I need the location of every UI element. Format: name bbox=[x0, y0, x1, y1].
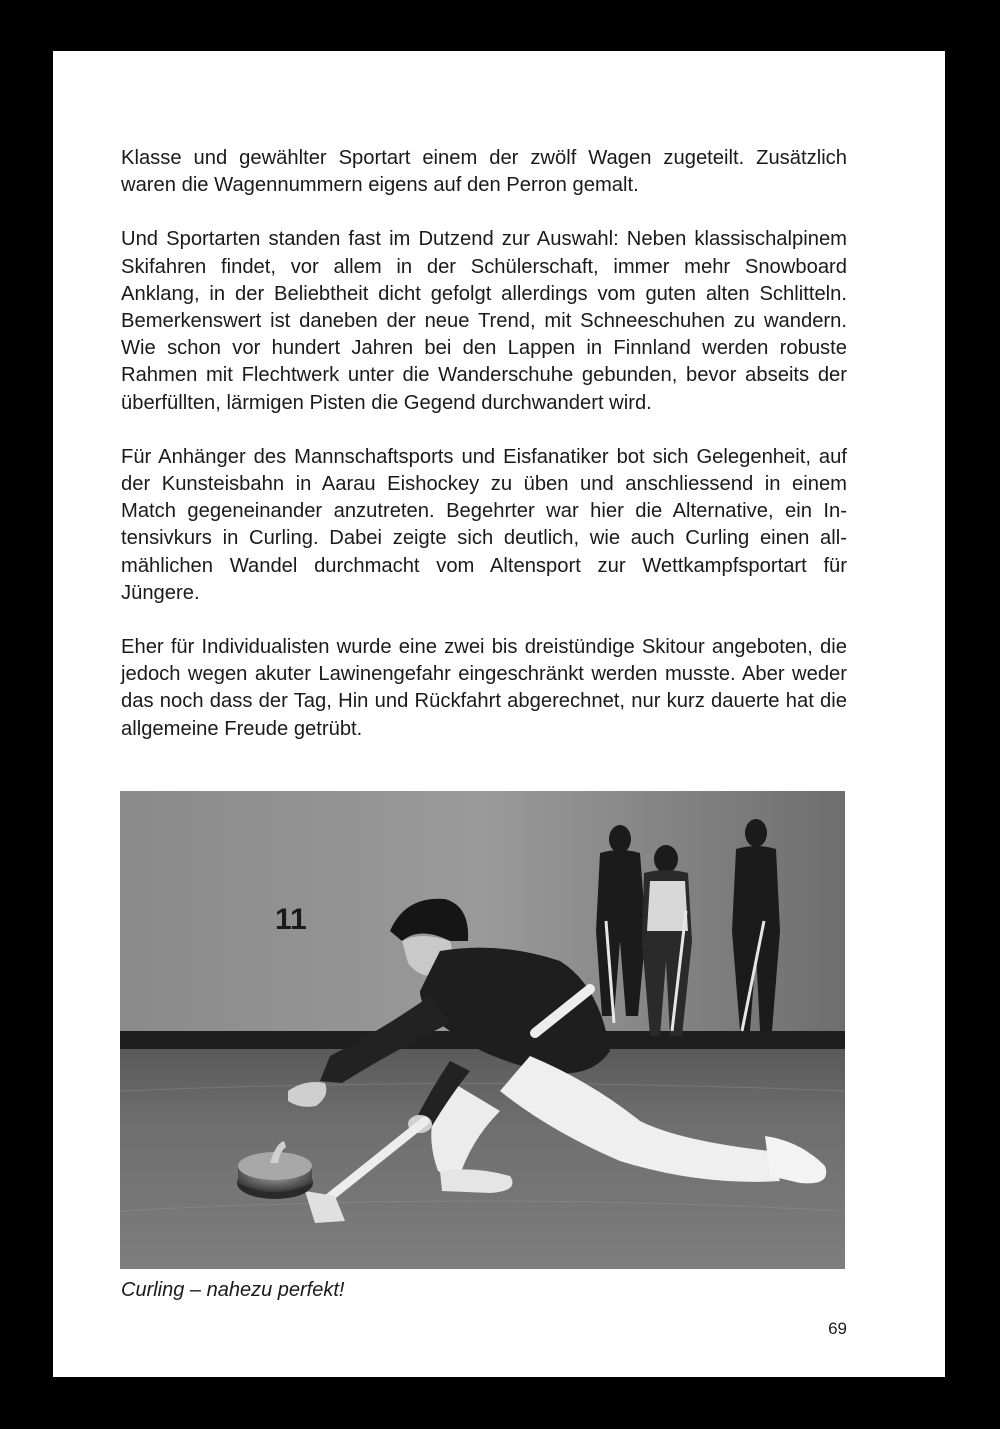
paragraph-1: Klasse und gewählter Sportart einem der zwölf Wagen zugeteilt. Zusätzlich waren die Wagennummern eigens auf den Perron gemalt. bbox=[121, 147, 847, 197]
book-page bbox=[53, 51, 945, 1377]
wall-number: 11 bbox=[275, 903, 307, 936]
photo-caption: Curling – nahezu perfekt! bbox=[121, 1279, 345, 1301]
page-number: 69 bbox=[828, 1319, 847, 1338]
curling-photo bbox=[120, 791, 845, 1269]
paragraph-3: Für Anhänger des Mannschaftsports und Eisfanatiker bot sich Gelegenheit, auf der Kunsteisbahn in Aarau Eishockey zu üben und anschliessend in einem Match gegeneinander anzutreten. Begehrter war hier die Alternative, ein Intensivkurs in Curling. Dabei zeigte sich deutlich, wie auch Curling einen allmählichen Wandel durchmacht vom Altensport zur Wettkampfsportart für Jüngere. bbox=[121, 445, 847, 604]
paragraph-2: Und Sportarten standen fast im Dutzend zur Auswahl: Neben klassischalpinem Skifahren findet, vor allem in der Schülerschaft, immer mehr Snowboard Anklang, in der Beliebtheit dicht gefolgt allerdings vom guten alten Schlitteln. Bemerkenswert ist daneben der neue Trend, mit Schneeschuhen zu wandern. Wie schon vor hundert Jahren bei den Lappen in Finnland werden robuste Rahmen mit Flechtwerk unter die Wanderschuhe gebunden, bevor abseits der überfüllten, lärmigen Pisten die Gegend durchwandert wird. bbox=[121, 228, 847, 414]
body-text bbox=[121, 145, 847, 743]
paragraph-4: Eher für Individualisten wurde eine zwei bis dreistündige Skitour angeboten, die jedoch wegen akuter Lawinengefahr eingeschränkt werden musste. Aber weder das noch dass der Tag, Hin und Rückfahrt abgerechnet, nur kurz dauerte hat die allgemeine Freude getrübt. bbox=[121, 636, 847, 740]
